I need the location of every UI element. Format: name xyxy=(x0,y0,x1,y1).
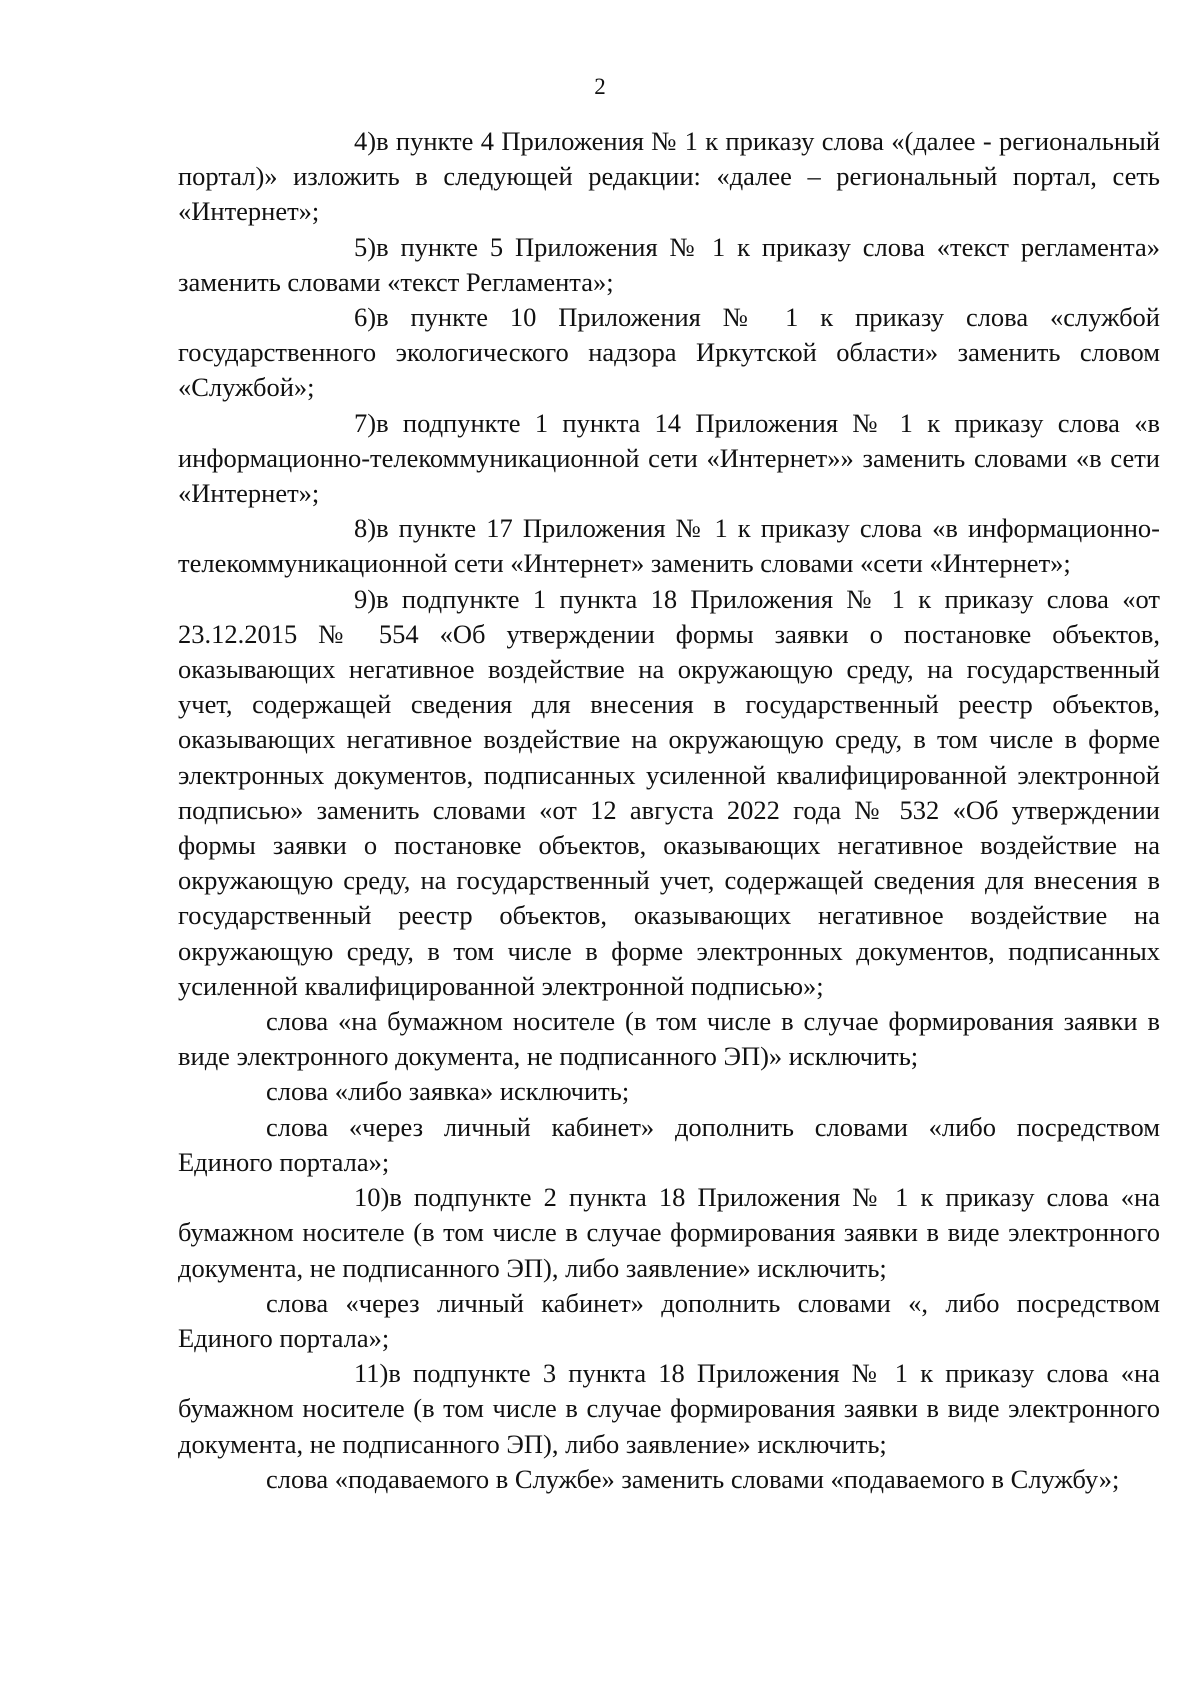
paragraph-text: в пункте 4 Приложения № 1 к приказу слова «(далее - региональный портал)» изложить в следующей редакции: «далее – региональный портал, сеть «Интернет»; xyxy=(178,126,1160,227)
paragraph-text: в подпункте 2 пункта 18 Приложения № 1 к приказу слова «на бумажном носителе (в том числе в случае формирования заявки в виде электронного документа, не подписанного ЭП), либо заявление» исключить; xyxy=(178,1182,1160,1283)
paragraph-item-9 xyxy=(178,582,1160,1004)
item-number: 11) xyxy=(354,1358,389,1389)
paragraph-item-7 xyxy=(178,406,1160,512)
paragraph-text: в пункте 5 Приложения № 1 к приказу слова «текст регламента» заменить словами «текст Регламента»; xyxy=(178,231,1160,297)
item-number: 5) xyxy=(354,231,377,262)
paragraph-item-9-continued-1 xyxy=(178,1004,1160,1074)
paragraph-item-11 xyxy=(178,1356,1160,1462)
paragraph-item-9-continued-3 xyxy=(178,1110,1160,1180)
paragraph-text: слова «либо заявка» исключить; xyxy=(266,1076,630,1107)
paragraph-item-4 xyxy=(178,124,1160,230)
paragraph-item-9-continued-2 xyxy=(178,1074,1160,1109)
paragraph-item-5 xyxy=(178,230,1160,300)
paragraph-text: слова «через личный кабинет» дополнить словами «, либо посредством Единого портала»; xyxy=(178,1287,1160,1353)
paragraph-text: слова «подаваемого в Службе» заменить словами «подаваемого в Службу»; xyxy=(266,1463,1120,1494)
page-number: 2 xyxy=(594,74,606,99)
paragraph-item-10 xyxy=(178,1180,1160,1286)
document-body xyxy=(178,124,1160,1497)
paragraph-text: в подпункте 1 пункта 18 Приложения № 1 к приказу слова «от 23.12.2015 № 554 «Об утверждении формы заявки о постановке объектов, оказывающих негативное воздействие на окружающую среду, на государственный учет, содержащей сведения для внесения в государственный реестр объектов, оказывающих негативное воздействие на окружающую среду, в том числе в форме электронных документов, подписанных усиленной квалифицированной электронной подписью» заменить словами «от 12 августа 2022 года № 532 «Об утверждении формы заявки о постановке объектов, оказывающих негативное воздействие на окружающую среду, на государственный учет, содержащей сведения для внесения в государственный реестр объектов, оказывающих негативное воздействие на окружающую среду, в том числе в форме электронных документов, подписанных усиленной квалифицированной электронной подписью»; xyxy=(178,583,1160,1001)
item-number: 8) xyxy=(354,513,377,544)
paragraph-item-8 xyxy=(178,511,1160,581)
item-number: 4) xyxy=(354,126,377,156)
paragraph-text: в пункте 17 Приложения № 1 к приказу слова «в информационно-телекоммуникационной сети «Интернет» заменить словами «сети «Интернет»; xyxy=(178,513,1160,579)
item-number: 7) xyxy=(354,407,377,438)
item-number: 9) xyxy=(354,583,377,614)
item-number: 10) xyxy=(354,1182,390,1213)
paragraph-text: слова «через личный кабинет» дополнить словами «либо посредством Единого портала»; xyxy=(178,1111,1160,1177)
paragraph-text: слова «на бумажном носителе (в том числе в случае формирования заявки в виде электронного документа, не подписанного ЭП)» исключить; xyxy=(178,1006,1160,1072)
item-number: 6) xyxy=(354,302,377,333)
paragraph-text: в подпункте 3 пункта 18 Приложения № 1 к приказу слова «на бумажном носителе (в том числе в случае формирования заявки в виде электронного документа, не подписанного ЭП), либо заявление» исключить; xyxy=(178,1358,1160,1459)
paragraph-text: в подпункте 1 пункта 14 Приложения № 1 к приказу слова «в информационно-телекоммуникационной сети «Интернет»» заменить словами «в сети «Интернет»; xyxy=(178,407,1160,509)
paragraph-item-6 xyxy=(178,300,1160,406)
paragraph-item-10-continued xyxy=(178,1286,1160,1356)
paragraph-text: в пункте 10 Приложения № 1 к приказу слова «службой государственного экологического надзора Иркутской области» заменить словом «Службой»; xyxy=(178,302,1160,403)
paragraph-item-11-continued xyxy=(178,1462,1160,1497)
